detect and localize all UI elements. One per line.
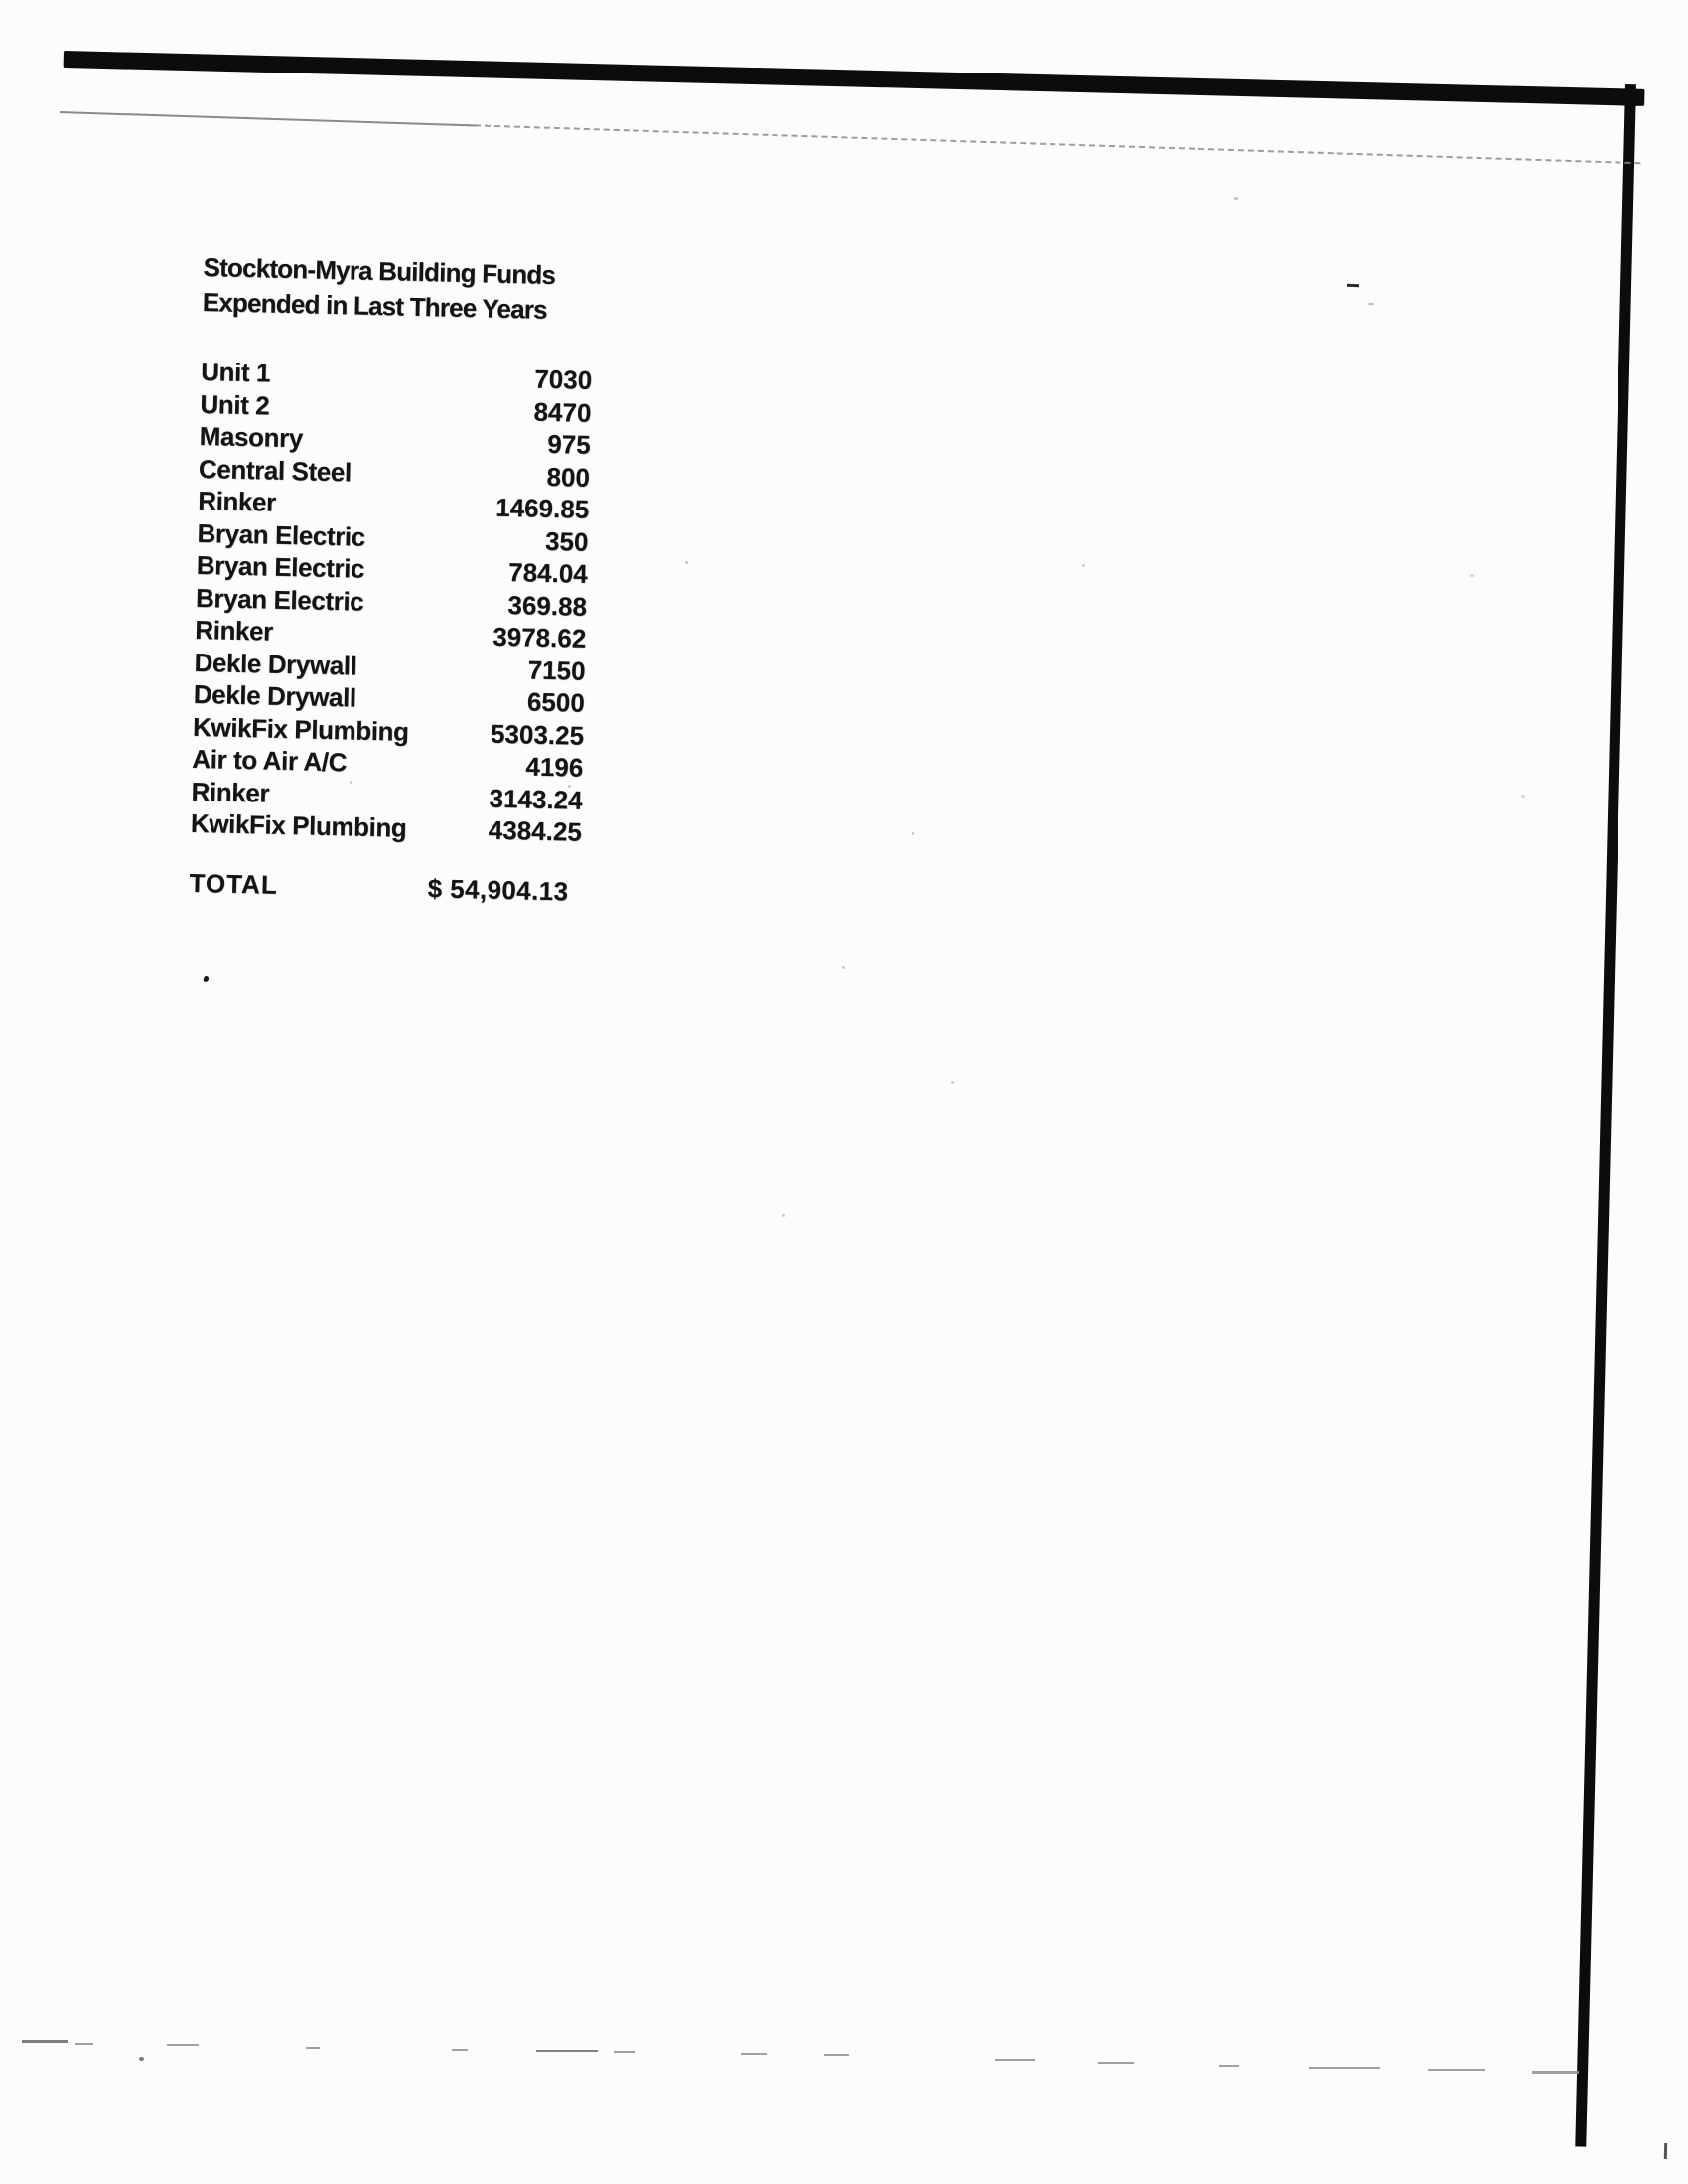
fund-row-amount: 8470 xyxy=(533,396,592,428)
total-row xyxy=(189,867,581,907)
scan-streak-bottom-segment xyxy=(1532,2071,1579,2074)
fund-row-label: Rinker xyxy=(194,614,274,647)
scan-streak-bottom-segment xyxy=(306,2047,320,2049)
scan-speck xyxy=(1347,284,1359,287)
fund-row-label: KwikFix Plumbing xyxy=(192,711,409,747)
fund-row-amount: 800 xyxy=(546,461,591,493)
ink-dot xyxy=(203,975,209,982)
scan-speck xyxy=(1521,795,1525,798)
scan-tick-bottom-right xyxy=(1664,2143,1667,2159)
scan-streak-top-dashed xyxy=(465,124,1640,164)
scan-speck xyxy=(685,561,688,564)
scan-streak-bottom-segment xyxy=(741,2053,767,2055)
fund-row-amount: 3143.24 xyxy=(489,783,583,815)
fund-row-label: Unit 1 xyxy=(200,356,271,388)
scan-streak-bottom-segment xyxy=(1098,2062,1134,2064)
scan-streak-bottom-segment xyxy=(452,2049,468,2051)
scan-streak-bottom-segment xyxy=(614,2051,635,2053)
scan-speck xyxy=(842,966,845,969)
fund-row-label: Dekle Drywall xyxy=(193,678,357,713)
scan-speck xyxy=(1470,574,1474,577)
scan-streak-bottom-segment xyxy=(824,2054,849,2056)
fund-row-label: Rinker xyxy=(191,776,270,808)
scan-speck xyxy=(951,1081,954,1084)
scan-speck xyxy=(782,1214,785,1217)
title-line-1: Stockton-Myra Building Funds xyxy=(203,251,556,291)
fund-row-label: Dekle Drywall xyxy=(194,647,357,681)
fund-row-amount: 3978.62 xyxy=(492,621,587,654)
fund-row-amount: 4196 xyxy=(525,751,584,783)
scan-speck xyxy=(1234,197,1238,200)
scan-streak-bottom-segment xyxy=(75,2043,93,2045)
scan-edge-right xyxy=(1575,84,1636,2147)
fund-row-amount: 7030 xyxy=(533,364,593,395)
fund-row-amount: 1469.85 xyxy=(494,492,590,524)
scan-speck xyxy=(912,832,914,835)
fund-row-label: Masonry xyxy=(199,420,304,454)
fund-row-amount: 784.04 xyxy=(507,557,589,589)
document-title xyxy=(202,250,594,329)
scan-speck xyxy=(139,2057,144,2061)
title-line-2: Expended in Last Three Years xyxy=(202,286,548,325)
fund-row-label: Bryan Electric xyxy=(197,517,366,552)
total-label: TOTAL xyxy=(189,867,279,900)
fund-row-label: Bryan Electric xyxy=(195,582,364,617)
scan-streak-bottom-segment xyxy=(995,2059,1035,2061)
total-amount: $ 54,904.13 xyxy=(427,872,569,906)
fund-row-amount: 4384.25 xyxy=(488,814,583,847)
scan-streak-bottom-segment xyxy=(22,2040,68,2043)
scan-streak-bottom-segment xyxy=(1428,2069,1485,2071)
fund-row-amount: 7150 xyxy=(527,655,586,686)
scan-streak-top-solid xyxy=(60,111,477,127)
fund-row-amount: 6500 xyxy=(526,686,586,718)
scan-streak-bottom-segment xyxy=(1219,2065,1239,2067)
scan-speck xyxy=(1082,564,1085,567)
fund-row-amount: 975 xyxy=(546,428,591,460)
funds-list xyxy=(191,357,593,849)
fund-row-label: Bryan Electric xyxy=(196,549,365,584)
fund-row-label: Unit 2 xyxy=(200,388,270,421)
scan-edge-top xyxy=(64,51,1645,106)
fund-row-label: Rinker xyxy=(197,485,277,517)
document-content xyxy=(189,250,595,907)
fund-row-label: Central Steel xyxy=(198,453,352,487)
scan-streak-bottom-segment xyxy=(536,2050,598,2052)
scan-streak-bottom-segment xyxy=(167,2044,199,2046)
scan-speck xyxy=(1368,303,1374,305)
fund-row-label: KwikFix Plumbing xyxy=(190,807,407,843)
fund-row-amount: 5303.25 xyxy=(490,718,585,751)
scan-streak-bottom-segment xyxy=(1309,2067,1380,2069)
fund-row-amount: 369.88 xyxy=(507,589,588,622)
fund-row-amount: 350 xyxy=(544,525,589,557)
fund-row-label: Air to Air A/C xyxy=(192,743,348,778)
